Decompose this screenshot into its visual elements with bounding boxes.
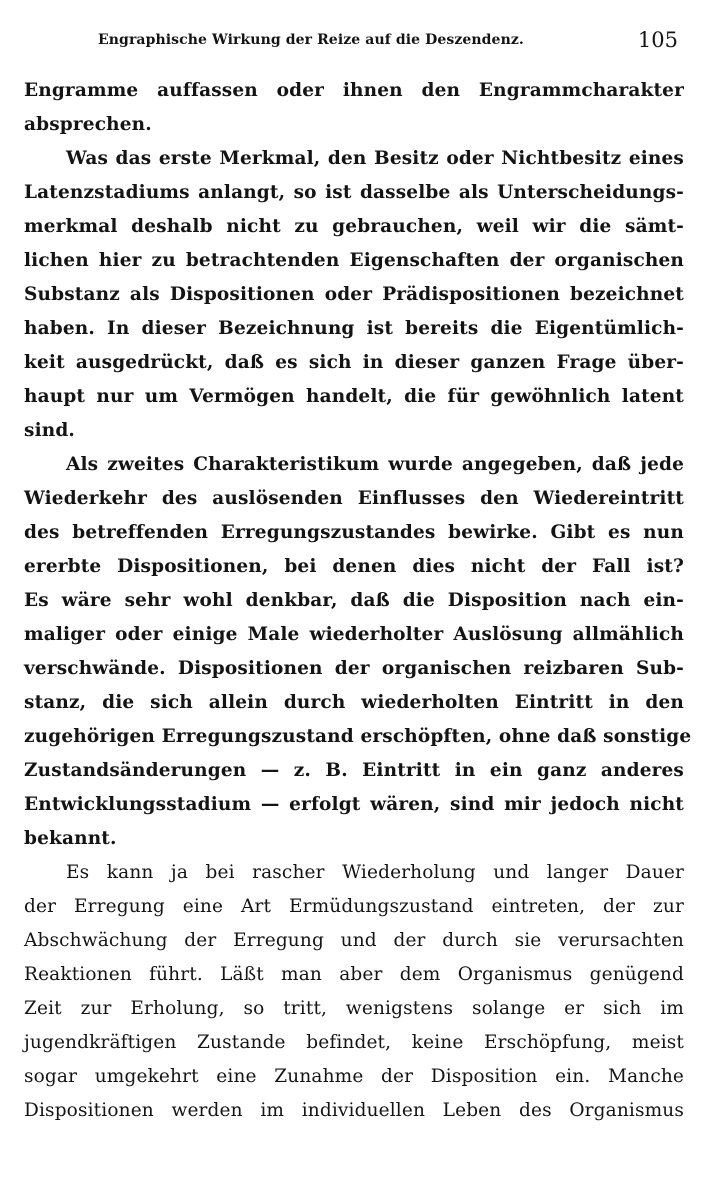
text-line: Es kann ja bei rascher Wiederholung und langer Dauer [66, 862, 684, 883]
text-line: haben. In dieser Bezeichnung ist bereits die Eigentümlich- [24, 318, 684, 339]
text-line: Als zweites Charakteristikum wurde angegeben, daß jede [66, 454, 684, 475]
paragraph-3 [24, 448, 692, 856]
page-header [24, 18, 684, 64]
running-head: Engraphische Wirkung der Reize auf die Deszendenz. [98, 32, 524, 48]
page-number: 105 [637, 28, 678, 52]
page-body [24, 74, 692, 1128]
text-line: keit ausgedrückt, daß es sich in dieser ganzen Frage über- [24, 352, 684, 373]
text-line: Entwicklungsstadium — erfolgt wären, sind mir jedoch nicht [24, 794, 684, 815]
text-line: Dispositionen werden im individuellen Leben des Organismus [24, 1100, 684, 1121]
book-page [24, 18, 692, 1183]
text-line: bekannt. [24, 828, 117, 849]
text-line: der Erregung eine Art Ermüdungszustand eintreten, der zur [24, 896, 684, 917]
text-line: stanz, die sich allein durch wiederholten Eintritt in den [24, 692, 684, 713]
text-line: merkmal deshalb nicht zu gebrauchen, weil wir die sämt- [24, 216, 684, 237]
text-line: zugehörigen Erregungszustand erschöpften, ohne daß sonstige [24, 726, 692, 747]
paragraph-4 [24, 856, 684, 1128]
text-line: Zeit zur Erholung, so tritt, wenigstens solange er sich im [24, 998, 684, 1019]
text-line: Abschwächung der Erregung und der durch sie verursachten [24, 930, 684, 951]
text-line: verschwände. Dispositionen der organischen reizbaren Sub- [24, 658, 684, 679]
text-line: ererbte Dispositionen, bei denen dies nicht der Fall ist? [24, 556, 684, 577]
paragraph-1 [24, 74, 684, 142]
text-line: des betreffenden Erregungszustandes bewirke. Gibt es nun [24, 522, 684, 543]
text-line: Substanz als Dispositionen oder Prädispositionen bezeichnet [24, 284, 684, 305]
text-line: Engramme auffassen oder ihnen den Engrammcharakter [24, 80, 684, 101]
text-line: Latenzstadiums anlangt, so ist dasselbe als Unterscheidungs- [24, 182, 684, 203]
text-line: absprechen. [24, 114, 152, 135]
text-line: sind. [24, 420, 76, 441]
text-line: Reaktionen führt. Läßt man aber dem Organismus genügend [24, 964, 684, 985]
text-line: Zustandsänderungen — z. B. Eintritt in ein ganz anderes [24, 760, 684, 781]
text-line: lichen hier zu betrachtenden Eigenschaften der organischen [24, 250, 684, 271]
paragraph-2 [24, 142, 684, 448]
text-line: Wiederkehr des auslösenden Einflusses den Wiedereintritt [24, 488, 684, 509]
text-line: Was das erste Merkmal, den Besitz oder Nichtbesitz eines [66, 148, 684, 169]
text-line: haupt nur um Vermögen handelt, die für gewöhnlich latent [24, 386, 684, 407]
text-line: maliger oder einige Male wiederholter Auslösung allmählich [24, 624, 684, 645]
text-line: jugendkräftigen Zustande befindet, keine Erschöpfung, meist [24, 1032, 684, 1053]
text-line: Es wäre sehr wohl denkbar, daß die Disposition nach ein- [24, 590, 684, 611]
text-line: sogar umgekehrt eine Zunahme der Disposition ein. Manche [24, 1066, 684, 1087]
